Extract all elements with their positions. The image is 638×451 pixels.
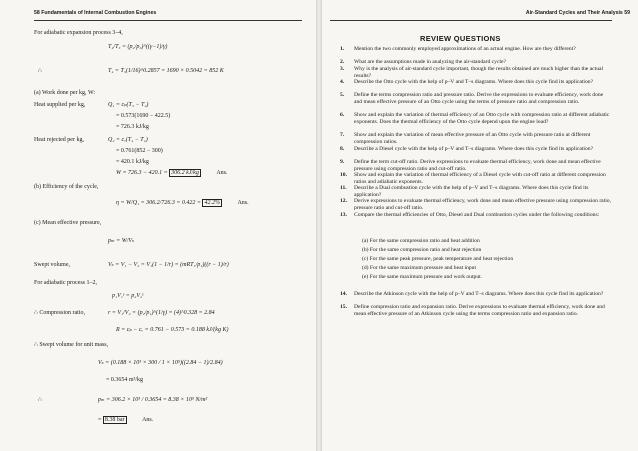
review-question [340, 159, 612, 172]
equation: r = V₁/V₂ = (p₂/p₁)^(1/γ) = (4)^0.328 = 2.84 [108, 310, 215, 316]
question-number: 7. [340, 132, 345, 138]
review-question [340, 59, 612, 66]
review-question [340, 92, 612, 105]
therefore-symbol: ∴ [38, 397, 42, 403]
question-text: Show and explain the variation of thermal efficiency of an Otto cycle with compression ratio at different adiabatic exponents. Does the thermal efficiency of the Otto cycle depend upon the engine load? [354, 112, 610, 125]
equation: T₄/T₃ = (p₄/p₃)^((γ−1)/γ) [108, 44, 168, 50]
review-question [340, 172, 612, 185]
equation: Vₛ = V₁ − V₂ = V₁(1 − 1/r) = (mRT₁/p₁)((r − 1)/r) [108, 262, 229, 268]
question-number: 15. [340, 304, 347, 310]
equation: = 726.3 kJ/kg [116, 124, 149, 130]
label: Swept volume, [34, 262, 70, 268]
question-text: Define the terms compression ratio and pressure ratio. Derive the expressions to evaluate efficiency, work done and mean effective pressure of an Otto cycle using the terms of pressure ratio and compression ratio. [354, 92, 604, 105]
review-question [340, 291, 612, 298]
question-text: Describe the Otto cycle with the help of p–V and T–s diagrams. Where does this cycle find its application? [354, 79, 594, 85]
equation: Q₁ = cₚ(T₃ − T₂) [108, 102, 149, 108]
equation-part: W = 726.3 − 420.1 = [116, 170, 168, 176]
question-number: 12. [340, 198, 347, 204]
question-number: 3. [340, 66, 345, 72]
answer-label: Ans. [237, 200, 249, 206]
review-question [340, 198, 612, 211]
equation: = 0.761(852 − 300) [116, 148, 163, 154]
review-question [340, 66, 612, 79]
question-number: 1. [340, 46, 345, 52]
text-line: For adiabatic process 1–2, [34, 280, 97, 286]
review-question [340, 112, 612, 125]
text-line: ∴ Swept volume for unit mass, [34, 342, 109, 348]
review-question [340, 46, 612, 53]
equation: p₁V₁ᵞ = p₂V₂ᵞ [112, 293, 144, 299]
question-number: 14. [340, 291, 347, 297]
question-text: Show and explain the variation of mean effective pressure of an Otto cycle with pressure ratio at different compression ratios. [354, 132, 591, 145]
question-number: 11. [340, 185, 347, 191]
therefore-symbol: ∴ [38, 68, 42, 74]
question-subitem: (b) For the same compression ratio and heat rejection [362, 247, 482, 253]
equation: T₄ = T₃(1/16)^0.2857 = 1690 × 0.5042 = 852 K [108, 68, 224, 74]
equation-part: η = W/Q₁ = 306.2/726.3 = 0.422 = [116, 200, 201, 206]
question-subitem: (a) For the same compression ratio and heat addition [362, 238, 480, 244]
equation [116, 170, 227, 177]
review-question [340, 304, 612, 317]
answer-label: Ans. [216, 170, 228, 176]
left-page-header: 58 Fundamentals of Internal Combustion Engines [34, 10, 157, 16]
equation: Vₛ = (0.188 × 10³ × 300 / 1 × 10⁵)((2.84 − 1)/2.84) [98, 360, 223, 366]
question-number: 6. [340, 112, 345, 118]
text-line: For adiabatic expansion process 3–4, [34, 30, 123, 36]
question-text: Why is the analysis of air-standard cycle important, though the results obtained are much higher than the actual results? [354, 66, 604, 79]
text-line: (b) Efficiency of the cycle, [34, 184, 99, 190]
question-number: 2. [340, 59, 345, 65]
review-questions-title: REVIEW QUESTIONS [420, 34, 501, 43]
equation: = 420.1 kJ/kg [116, 159, 149, 165]
equation: Q₂ = cᵥ(T₄ − T₁) [108, 137, 148, 143]
equation: = 0.573(1690 − 422.5) [116, 113, 171, 119]
question-text: Describe a Dual combustion cycle with the help of p–V and T–s diagrams. Where does this cycle find its application? [354, 185, 589, 198]
right-page-header: Air-Standard Cycles and Their Analysis 59 [525, 10, 630, 16]
question-subitem: (e) For the same maximum pressure and work output. [362, 274, 483, 280]
question-text: Show and explain the variation of thermal efficiency of a Diesel cycle with cut-off ratio at different compression ratios and adiabatic exponents. [354, 172, 606, 185]
answer-label: Ans. [142, 417, 154, 423]
text-line: (c) Mean effective pressure, [34, 220, 102, 226]
question-number: 9. [340, 159, 345, 165]
label: Heat rejected per kg, [34, 137, 84, 143]
header-rule [34, 20, 302, 21]
question-subitem: (c) For the same peak pressure, peak temperature and heat rejection [362, 256, 514, 262]
review-question [340, 185, 612, 198]
question-text: Define the term cut-off ratio. Derive expressions to evaluate thermal efficiency, work done and mean effective pressure using compression ratio and cut-off ratio. [354, 159, 601, 172]
review-question [340, 132, 612, 145]
question-text: What are the assumptions made in analyzing the air-standard cycle? [354, 59, 506, 65]
equation: = 8.38 bar Ans. [98, 417, 154, 423]
question-subitem: (d) For the same maximum pressure and heat input [362, 265, 477, 271]
question-text: Mention the two commonly employed approximations of an actual engine. How are they different? [354, 46, 576, 52]
review-question [340, 212, 612, 219]
header-rule [330, 20, 612, 21]
equation: = 0.3654 m³/kg [106, 377, 144, 383]
question-number: 5. [340, 92, 345, 98]
answer-box: 42.2% [204, 200, 220, 206]
equation [116, 200, 249, 207]
question-number: 8. [340, 146, 345, 152]
text-line: (a) Work done per kg, W: [34, 90, 96, 96]
label: ∴ Compression ratio, [34, 310, 85, 316]
equation: pₘ = 306.2 × 10³ / 0.3654 = 8.38 × 10⁵ N/m² [98, 397, 208, 403]
question-text: Describe a Diesel cycle with the help of p–V and T–s diagrams. Where does this cycle find its application? [354, 146, 594, 152]
label: Heat supplied per kg, [34, 102, 86, 108]
question-number: 10. [340, 172, 347, 178]
review-question [340, 79, 612, 86]
answer-box: 306.2 kJ/kg [171, 170, 199, 176]
question-number: 13. [340, 212, 347, 218]
equation: R = cₚ − cᵥ = 0.761 − 0.573 = 0.188 kJ/(kg K) [116, 327, 229, 333]
answer-box: 8.38 bar [104, 417, 125, 423]
question-text: Describe the Atkinson cycle with the help of p–V and T–s diagrams. Where does this cycle find its application? [354, 291, 604, 297]
question-number: 4. [340, 79, 345, 85]
equation: pₘ = W/Vₛ [108, 238, 135, 244]
question-text: Compare the thermal efficiencies of Otto, Diesel and Dual combustion cycles under the following conditions: [354, 212, 600, 218]
review-question [340, 146, 612, 153]
question-text: Define compression ratio and expansion ratio. Derive expressions to evaluate thermal efficiency, work done and mean effective pressure of an Atkinson cycle using the terms compression ratio and expansion ratio. [354, 304, 605, 317]
question-text: Derive expressions to evaluate thermal efficiency, work done and mean effective pressure using compression ratio, pressure ratio and cut-off ratio. [354, 198, 611, 211]
